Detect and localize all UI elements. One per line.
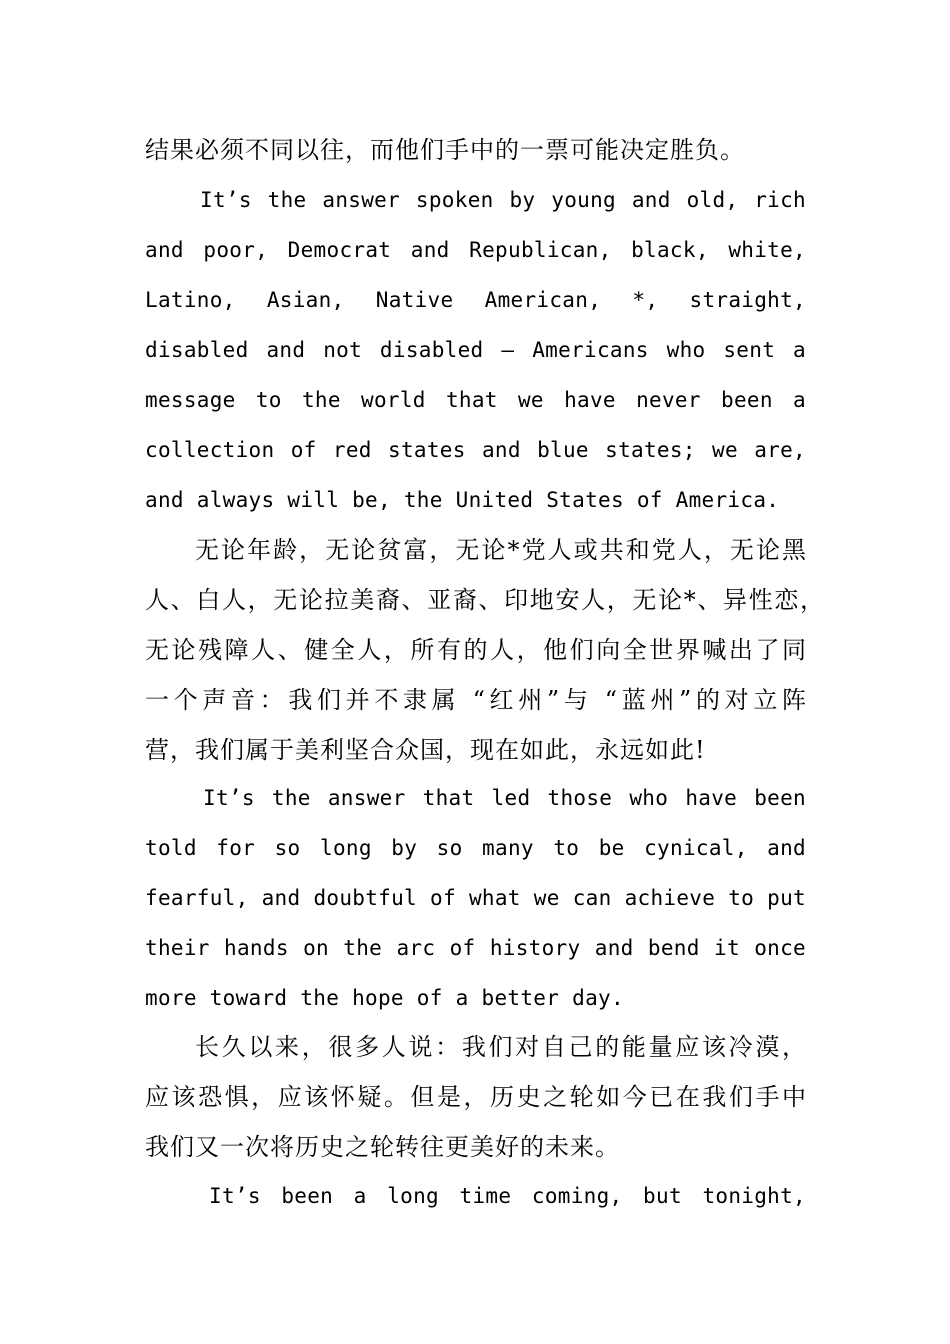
text-line: 一个声音：我们并不隶属 “红州”与 “蓝州”的对立阵: [145, 686, 807, 714]
text-line: It’s the answer spoken by young and old, rich: [200, 188, 806, 212]
text-line: It’s the answer that led those who have been: [203, 786, 806, 810]
text-line: Latino, Asian, Native American, *, straight,: [145, 288, 806, 312]
text-line: collection of red states and blue states; we are,: [145, 438, 806, 462]
text-line: 我们又一次将历史之轮转往更美好的未来。: [145, 1133, 620, 1161]
text-line: disabled and not disabled — Americans who sent a: [145, 338, 806, 362]
text-line: their hands on the arc of history and bend it once: [145, 936, 806, 960]
text-line: told for so long by so many to be cynical, and: [145, 836, 806, 860]
text-line: 人、白人，无论拉美裔、亚裔、印地安人，无论*、异性恋，: [145, 586, 825, 614]
text-line: and always will be, the United States of America.: [145, 488, 780, 512]
text-line: 营，我们属于美利坚合众国，现在如此，永远如此!: [145, 736, 706, 764]
text-line: 无论年龄，无论贫富，无论*党人或共和党人，无论黑: [195, 536, 807, 564]
text-line: and poor, Democrat and Republican, black, white,: [145, 238, 806, 262]
text-line: 结果必须不同以往，而他们手中的一票可能决定胜负。: [145, 136, 745, 164]
text-line: message to the world that we have never been a: [145, 388, 806, 412]
text-line: more toward the hope of a better day.: [145, 986, 624, 1010]
text-line: fearful, and doubtful of what we can achieve to put: [145, 886, 806, 910]
text-line: 应该恐惧，应该怀疑。但是，历史之轮如今已在我们手中: [145, 1083, 807, 1111]
text-line: It’s been a long time coming, but tonight,: [209, 1184, 806, 1208]
text-line: 长久以来，很多人说：我们对自己的能量应该冷漠，: [195, 1033, 807, 1061]
text-line: 无论残障人、健全人，所有的人，他们向全世界喊出了同: [145, 636, 807, 664]
